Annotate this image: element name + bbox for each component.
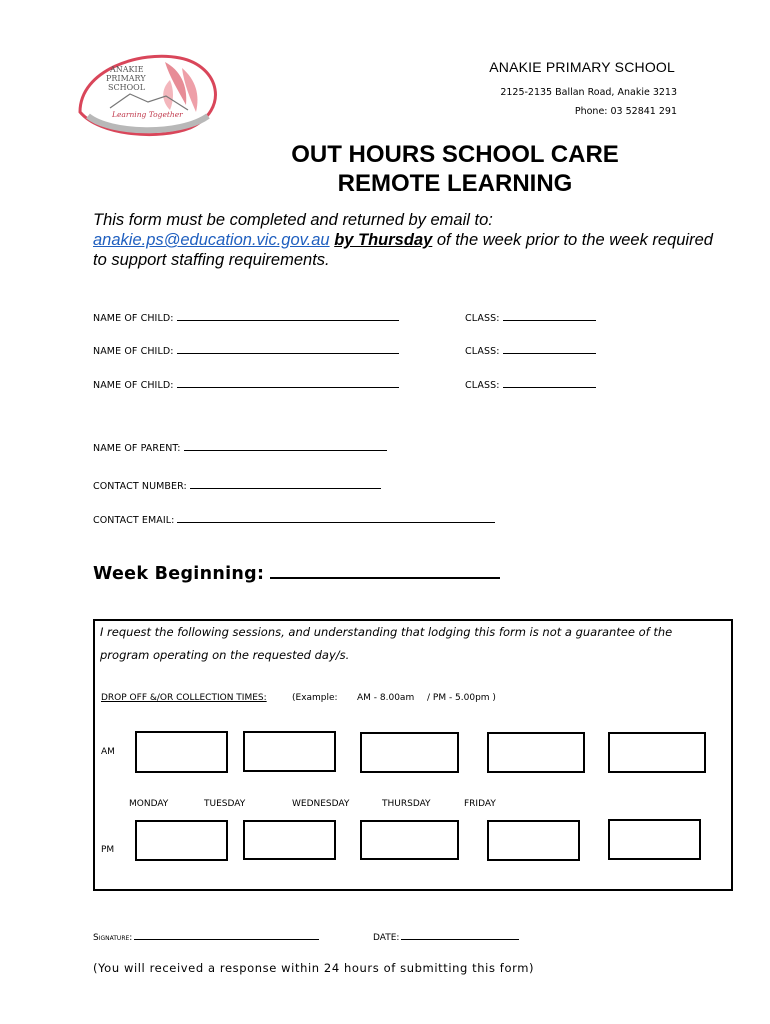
school-logo — [70, 50, 225, 140]
logo-graphic — [70, 50, 225, 140]
am-thursday-box[interactable] — [487, 732, 585, 773]
child-name-field-3[interactable] — [93, 379, 399, 391]
contact-email-label: CONTACT EMAIL: — [93, 515, 175, 526]
pm-friday-box[interactable] — [608, 819, 701, 860]
logo-line1: ANAKIE — [110, 65, 144, 74]
contact-number-field[interactable] — [93, 480, 381, 492]
contact-email-field[interactable] — [93, 514, 495, 526]
child-name-input[interactable] — [177, 379, 399, 388]
school-address: 2125-2135 Ballan Road, Anakie 3213 — [500, 87, 677, 98]
times-label: DROP OFF &/OR COLLECTION TIMES: — [101, 693, 267, 703]
am-friday-box[interactable] — [608, 732, 706, 773]
child-class-input[interactable] — [503, 379, 596, 388]
day-label-tuesday: TUESDAY — [204, 799, 246, 809]
child-name-input[interactable] — [177, 345, 399, 354]
parent-name-field[interactable] — [93, 442, 387, 454]
week-beginning-field[interactable] — [93, 563, 500, 584]
school-phone: Phone: 03 52841 291 — [574, 106, 677, 117]
child-class-input[interactable] — [503, 345, 596, 354]
child-name-label: NAME OF CHILD: — [93, 313, 174, 324]
child-class-label: CLASS: — [465, 313, 500, 324]
am-wednesday-box[interactable] — [360, 732, 459, 773]
logo-line2: PRIMARY — [106, 74, 146, 83]
parent-name-input[interactable] — [184, 442, 387, 451]
example-open: (Example: — [292, 693, 338, 703]
title-line2: REMOTE LEARNING — [337, 170, 573, 197]
week-beginning-input[interactable] — [270, 563, 500, 579]
pm-wednesday-box[interactable] — [360, 820, 459, 860]
intro-text — [93, 210, 713, 270]
day-label-wednesday: WEDNESDAY — [292, 799, 350, 809]
child-class-input[interactable] — [503, 312, 596, 321]
title-line1: OUT HOURS SCHOOL CARE — [291, 141, 619, 168]
child-name-field-1[interactable] — [93, 312, 399, 324]
child-name-label: NAME OF CHILD: — [93, 346, 174, 357]
date-input[interactable] — [401, 931, 519, 940]
date-label: DATE: — [373, 933, 400, 943]
pm-tuesday-box[interactable] — [243, 820, 336, 860]
day-label-monday: MONDAY — [129, 799, 169, 809]
intro-text2: of the week prior to the week required to support staffing requirements. — [93, 231, 713, 269]
logo-tagline: Learning Together — [112, 110, 183, 119]
logo-line3: SCHOOL — [108, 83, 146, 92]
contact-number-input[interactable] — [190, 480, 381, 489]
school-name: ANAKIE PRIMARY SCHOOL — [489, 59, 675, 75]
pm-label: PM — [101, 845, 115, 855]
parent-name-label: NAME OF PARENT: — [93, 443, 181, 454]
child-class-label: CLASS: — [465, 346, 500, 357]
request-text: I request the following sessions, and understanding that lodging this form is not a guarantee of the program operating on the requested day/s. — [100, 625, 673, 662]
email-link[interactable]: anakie.ps@education.vic.gov.au — [93, 231, 330, 249]
child-class-field-2[interactable] — [465, 345, 596, 357]
day-label-thursday: THURSDAY — [382, 799, 431, 809]
child-class-label: CLASS: — [465, 380, 500, 391]
example-am: AM - 8.00am — [357, 693, 415, 703]
contact-number-label: CONTACT NUMBER: — [93, 481, 187, 492]
example-pm: / PM - 5.00pm ) — [427, 693, 496, 703]
child-class-field-3[interactable] — [465, 379, 596, 391]
am-monday-box[interactable] — [135, 731, 228, 773]
date-field[interactable] — [373, 931, 519, 943]
child-class-field-1[interactable] — [465, 312, 596, 324]
signature-field[interactable] — [93, 931, 319, 943]
form-title — [0, 140, 770, 198]
intro-text1: This form must be completed and returned by email to: — [93, 211, 493, 229]
child-name-input[interactable] — [177, 312, 399, 321]
child-name-label: NAME OF CHILD: — [93, 380, 174, 391]
week-beginning-label: Week Beginning: — [93, 564, 265, 584]
pm-monday-box[interactable] — [135, 820, 228, 861]
response-note: (You will received a response within 24 hours of submitting this form) — [93, 961, 535, 975]
contact-email-input[interactable] — [177, 514, 495, 523]
am-tuesday-box[interactable] — [243, 731, 336, 772]
pm-thursday-box[interactable] — [487, 820, 580, 861]
day-label-friday: FRIDAY — [464, 799, 496, 809]
deadline-text: by Thursday — [334, 231, 433, 249]
signature-label: Signature: — [93, 933, 133, 943]
am-label: AM — [101, 747, 115, 757]
signature-input[interactable] — [134, 931, 319, 940]
child-name-field-2[interactable] — [93, 345, 399, 357]
